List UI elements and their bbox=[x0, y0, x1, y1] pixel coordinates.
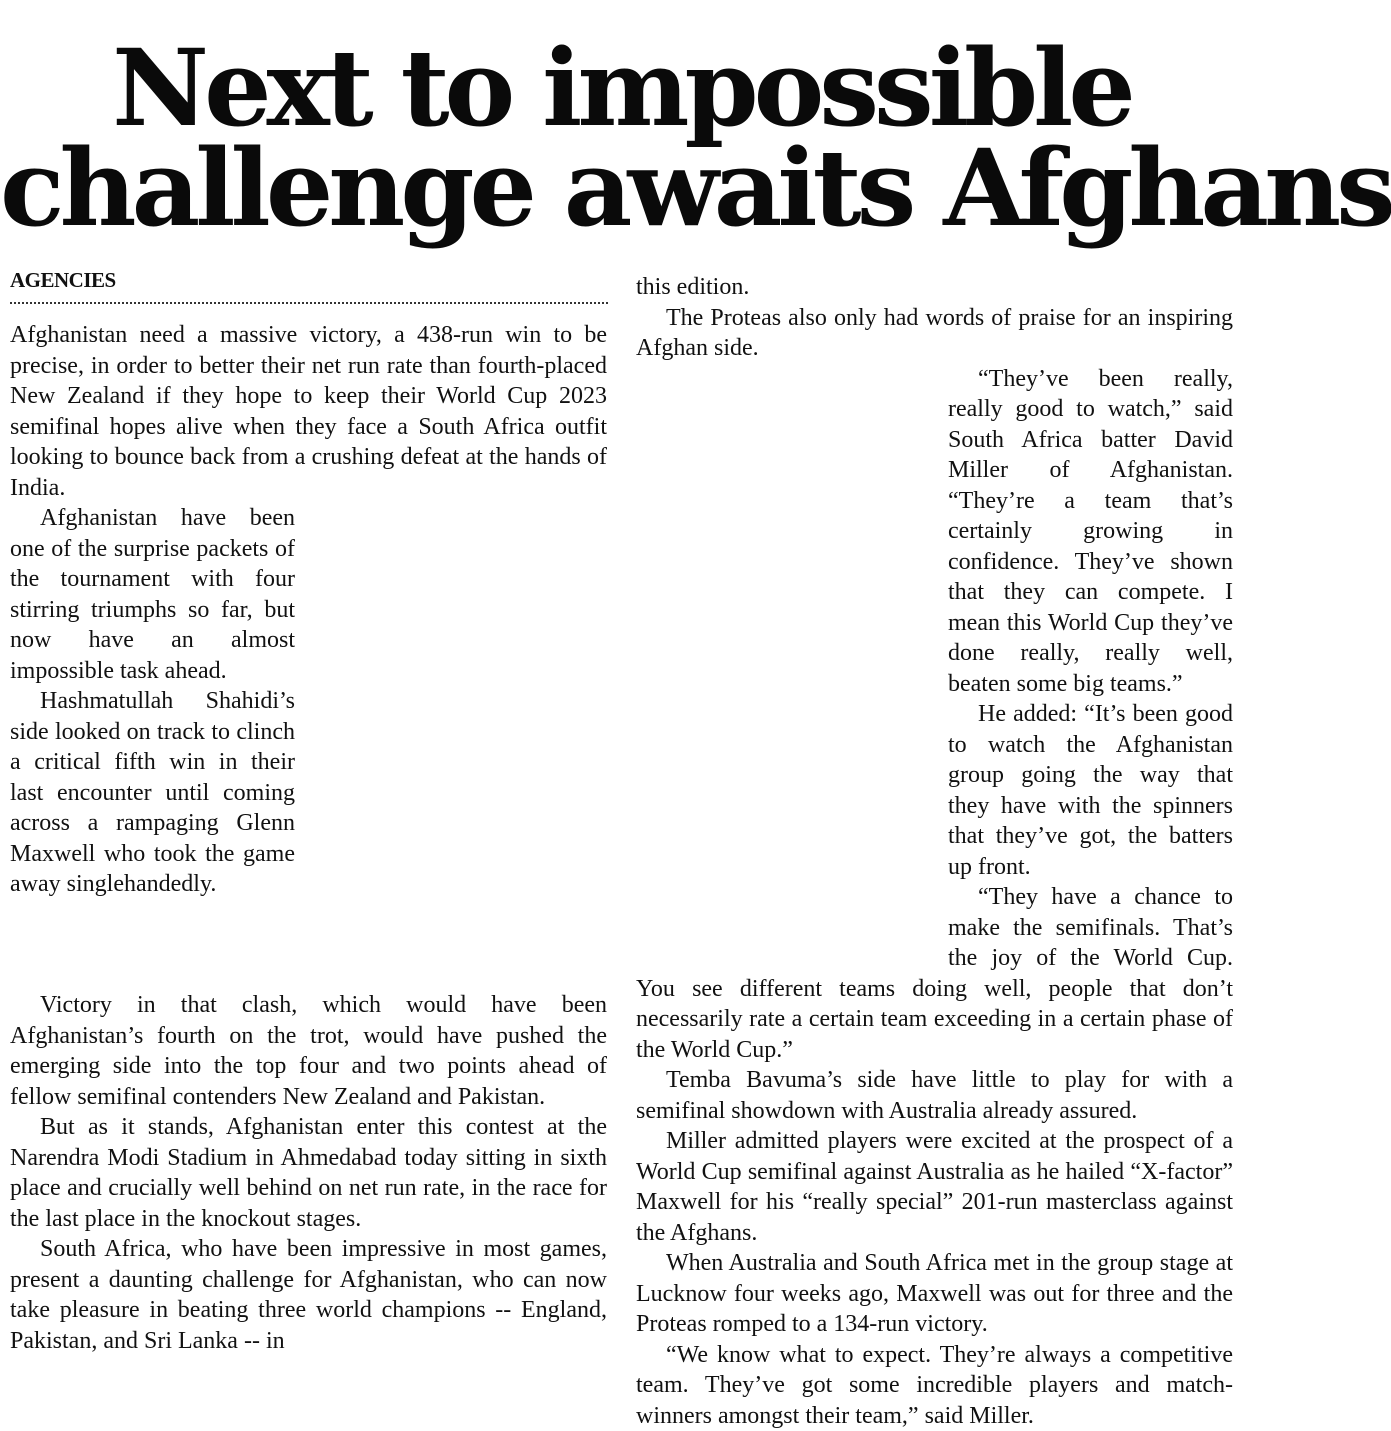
paragraph: South Africa, who have been impressive in most games, present a daunting challenge for Afghanistan, who can now take pleasure in beating three world champions -- England, Pakistan, and Sri Lanka -- in bbox=[10, 1234, 607, 1356]
paragraph: “We know what to expect. They’re always a competitive team. They’ve got some incredible players and match-winners amongst their team,” said Miller. bbox=[636, 1340, 1233, 1431]
article-column-right bbox=[636, 272, 1233, 1431]
image-placeholder-left bbox=[295, 503, 607, 990]
paragraph: Afghanistan have been one of the surprise packets of the tournament with four stirring triumphs so far, but now have an almost impossible task ahead. bbox=[10, 503, 607, 686]
headline bbox=[0, 38, 1243, 238]
headline-line-2: challenge awaits Afghans bbox=[0, 138, 1243, 238]
paragraph: this edition. bbox=[636, 272, 1233, 303]
paragraph: “They have a chance to make the semifinals. That’s the joy of the World Cup. You see different teams doing well, people that don’t necessarily rate a certain team exceeding in a certain phase of the World Cup.” bbox=[636, 882, 1233, 1065]
image-placeholder-right bbox=[636, 486, 948, 971]
paragraph: Miller admitted players were excited at the prospect of a World Cup semifinal against Australia as he hailed “X-factor” Maxwell for his “really special” 201-run masterclass against the Afghans. bbox=[636, 1126, 1233, 1248]
headline-line-1: Next to impossible bbox=[0, 38, 1243, 138]
paragraph: Afghanistan need a massive victory, a 438-run win to be precise, in order to better their net run rate than fourth-placed New Zealand if they hope to keep their World Cup 2023 semifinal hopes alive when they face a South Africa outfit looking to bounce back from a crushing defeat at the hands of India. bbox=[10, 320, 607, 503]
paragraph: Temba Bavuma’s side have little to play for with a semifinal showdown with Australia already assured. bbox=[636, 1065, 1233, 1126]
paragraph: Victory in that clash, which would have been Afghanistan’s fourth on the trot, would have pushed the emerging side into the top four and two points ahead of fellow semifinal contenders New Zealand and Pakistan. bbox=[10, 990, 607, 1112]
byline: AGENCIES bbox=[10, 266, 608, 304]
paragraph: The Proteas also only had words of praise for an inspiring Afghan side. bbox=[636, 303, 1233, 364]
paragraph: “They’ve been really, really good to watch,” said South Africa batter David Miller of Afghanistan. “They’re a team that’s certainly growing in confidence. They’ve shown that they can compete. I mean this World Cup they’ve done really, really well, beaten some big teams.” bbox=[636, 364, 1233, 700]
article-column-left bbox=[10, 320, 607, 1356]
paragraph: When Australia and South Africa met in the group stage at Lucknow four weeks ago, Maxwell was out for three and the Proteas romped to a 134-run victory. bbox=[636, 1248, 1233, 1340]
paragraph: But as it stands, Afghanistan enter this contest at the Narendra Modi Stadium in Ahmedabad today sitting in sixth place and crucially well behind on net run rate, in the race for the last place in the knockout stages. bbox=[10, 1112, 607, 1234]
paragraph: He added: “It’s been good to watch the Afghanistan group going the way that they have with the spinners that they’ve got, the batters up front. bbox=[636, 699, 1233, 882]
paragraph: Hashmatullah Shahidi’s side looked on track to clinch a critical fifth win in their last encounter until coming across a rampaging Glenn Maxwell who took the game away singlehandedly. bbox=[10, 686, 607, 900]
